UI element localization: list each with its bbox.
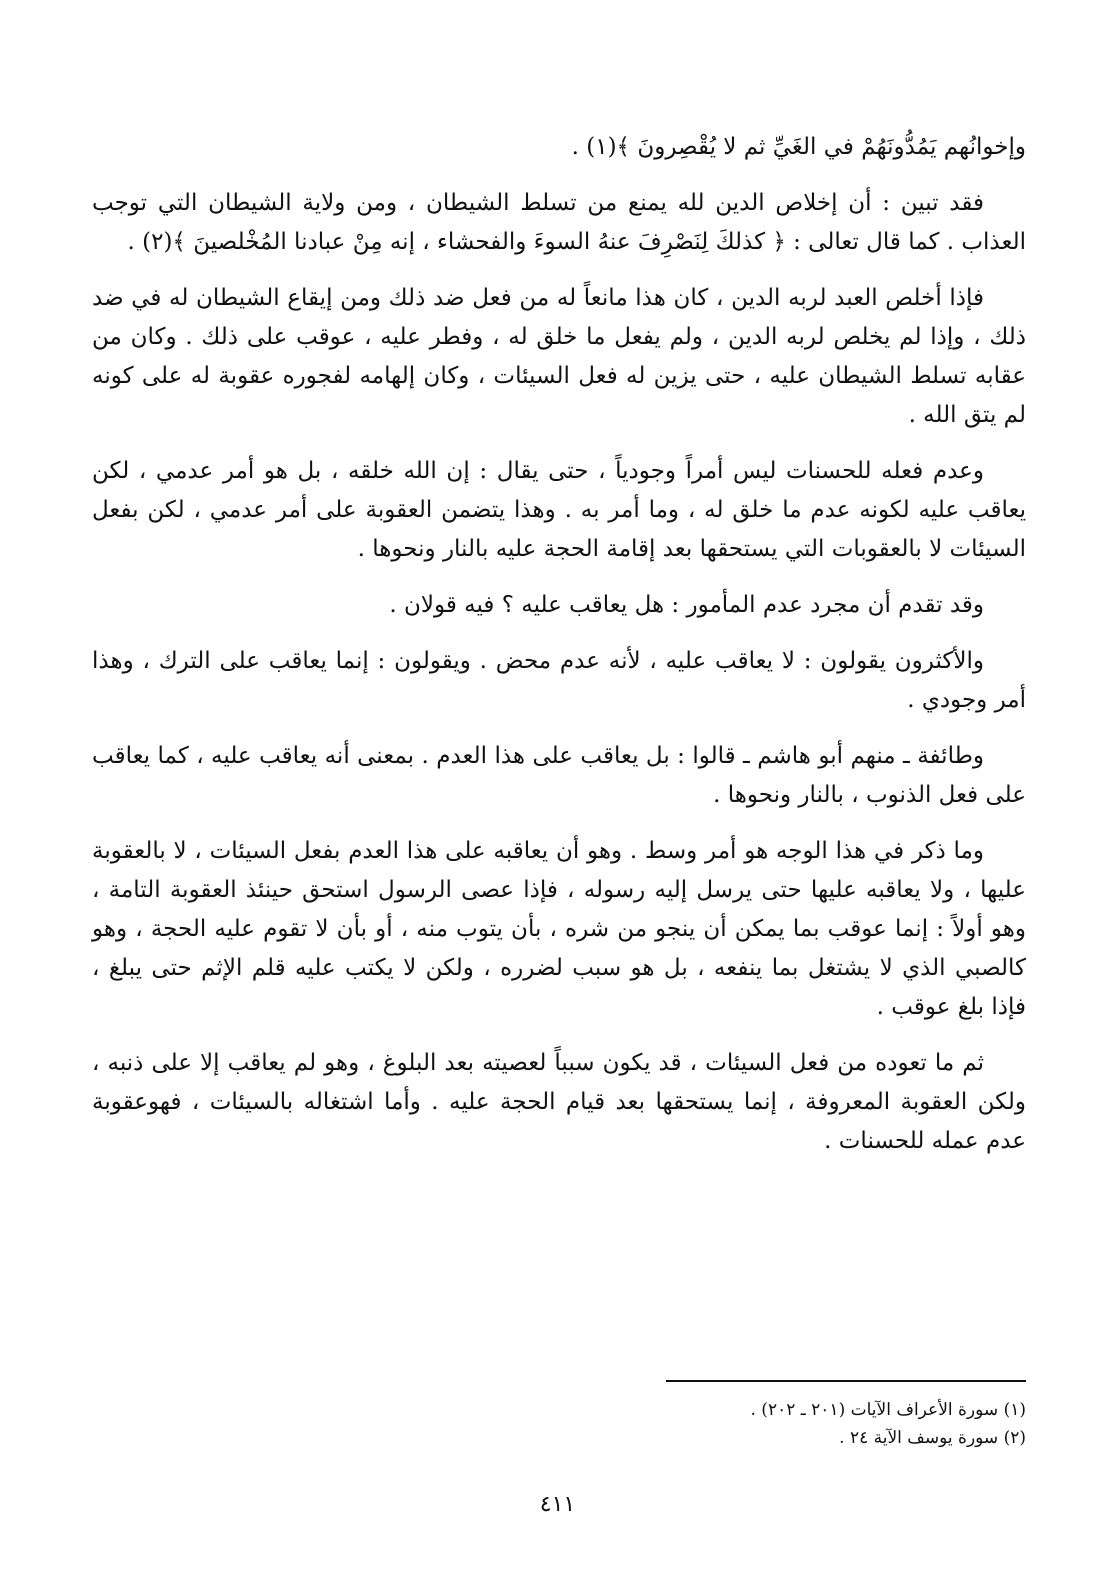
footnote-2: (٢) سورة يوسف الآية ٢٤ . — [839, 1428, 1026, 1448]
paragraph-ikhlas: فقد تبين : أن إخلاص الدين لله يمنع من تسلط الشيطان ، ومن ولاية الشيطان التي توجب العذاب . كما قال تعالى : ﴿ كذلكَ لِنَصْرِفَ عنهُ السوءَ والفحشاء ، إنه مِنْ عبادنا المُخْلصينَ ﴾(٢) . — [92, 190, 1026, 255]
paragraph-abu-hashim: وطائفة ـ منهم أبو هاشم ـ قالوا : بل يعاقب على هذا العدم . بمعنى أنه يعاقب عليه ، كما يعاقب على فعل الذنوب ، بالنار ونحوها . — [92, 743, 1026, 808]
paragraph-quran-continuation: وإخوانُهم يَمُدُّونَهُمْ في الغَيِّ ثم لا يُقْصِرونَ ﴾(١) . — [571, 134, 1026, 160]
paragraph-two-opinions: وقد تقدم أن مجرد عدم المأمور : هل يعاقب عليه ؟ فيه قولان . — [389, 592, 984, 618]
footnote-divider — [666, 1380, 1026, 1382]
paragraph-habitual-sins: ثم ما تعوده من فعل السيئات ، قد يكون سبباً لعصيته بعد البلوغ ، وهو لم يعاقب إلا على ذنبه ، ولكن العقوبة المعروفة ، إنما يستحقها بعد قيام الحجة عليه . وأما اشتغاله بالسيئات ، فهوعقوبة عدم عمله للحسنات . — [92, 1050, 1026, 1154]
footnotes-section — [92, 1380, 1026, 1452]
paragraph-middle-view: وما ذكر في هذا الوجه هو أمر وسط . وهو أن يعاقبه على هذا العدم بفعل السيئات ، لا بالعقوبة عليها ، ولا يعاقبه عليها حتى يرسل إليه رسوله ، فإذا عصى الرسول استحق حينئذ العقوبة التامة ، وهو أولاً : إنما عوقب بما يمكن أن ينجو من شره ، بأن يتوب منه ، أو بأن لا تقوم عليه الحجة ، وهو كالصبي الذي لا يشتغل بما ينفعه ، بل هو سبب لضرره ، ولكن لا يكتب عليه قلم الإثم حتى يبلغ ، فإذا بلغ عوقب . — [92, 838, 1026, 1020]
paragraph-sincere-servant: فإذا أخلص العبد لربه الدين ، كان هذا مانعاً له من فعل ضد ذلك ومن إيقاع الشيطان له في ضد ذلك ، وإذا لم يخلص لربه الدين ، ولم يفعل ما خلق له ، وفطر عليه ، عوقب على ذلك . وكان من عقابه تسلط الشيطان عليه ، حتى يزين له فعل السيئات ، وكان إلهامه لفجوره عقوبة له على كونه لم يتق الله . — [92, 285, 1026, 428]
paragraph-majority-view: والأكثرون يقولون : لا يعاقب عليه ، لأنه عدم محض . ويقولون : إنما يعاقب على الترك ، وهذا أمر وجودي . — [92, 648, 1026, 713]
footnote-1: (١) سورة الأعراف الآيات (٢٠١ ـ ٢٠٢) . — [750, 1400, 1026, 1420]
page-number: ٤١١ — [539, 1492, 576, 1517]
page-body — [92, 128, 1026, 1178]
paragraph-non-existential: وعدم فعله للحسنات ليس أمراً وجودياً ، حتى يقال : إن الله خلقه ، بل هو أمر عدمي ، لكن يعاقب عليه لكونه عدم ما خلق له ، وما أمر به . وهذا يتضمن العقوبة على أمر عدمي ، لكن بفعل السيئات لا بالعقوبات التي يستحقها بعد إقامة الحجة عليه بالنار ونحوها . — [92, 458, 1026, 562]
